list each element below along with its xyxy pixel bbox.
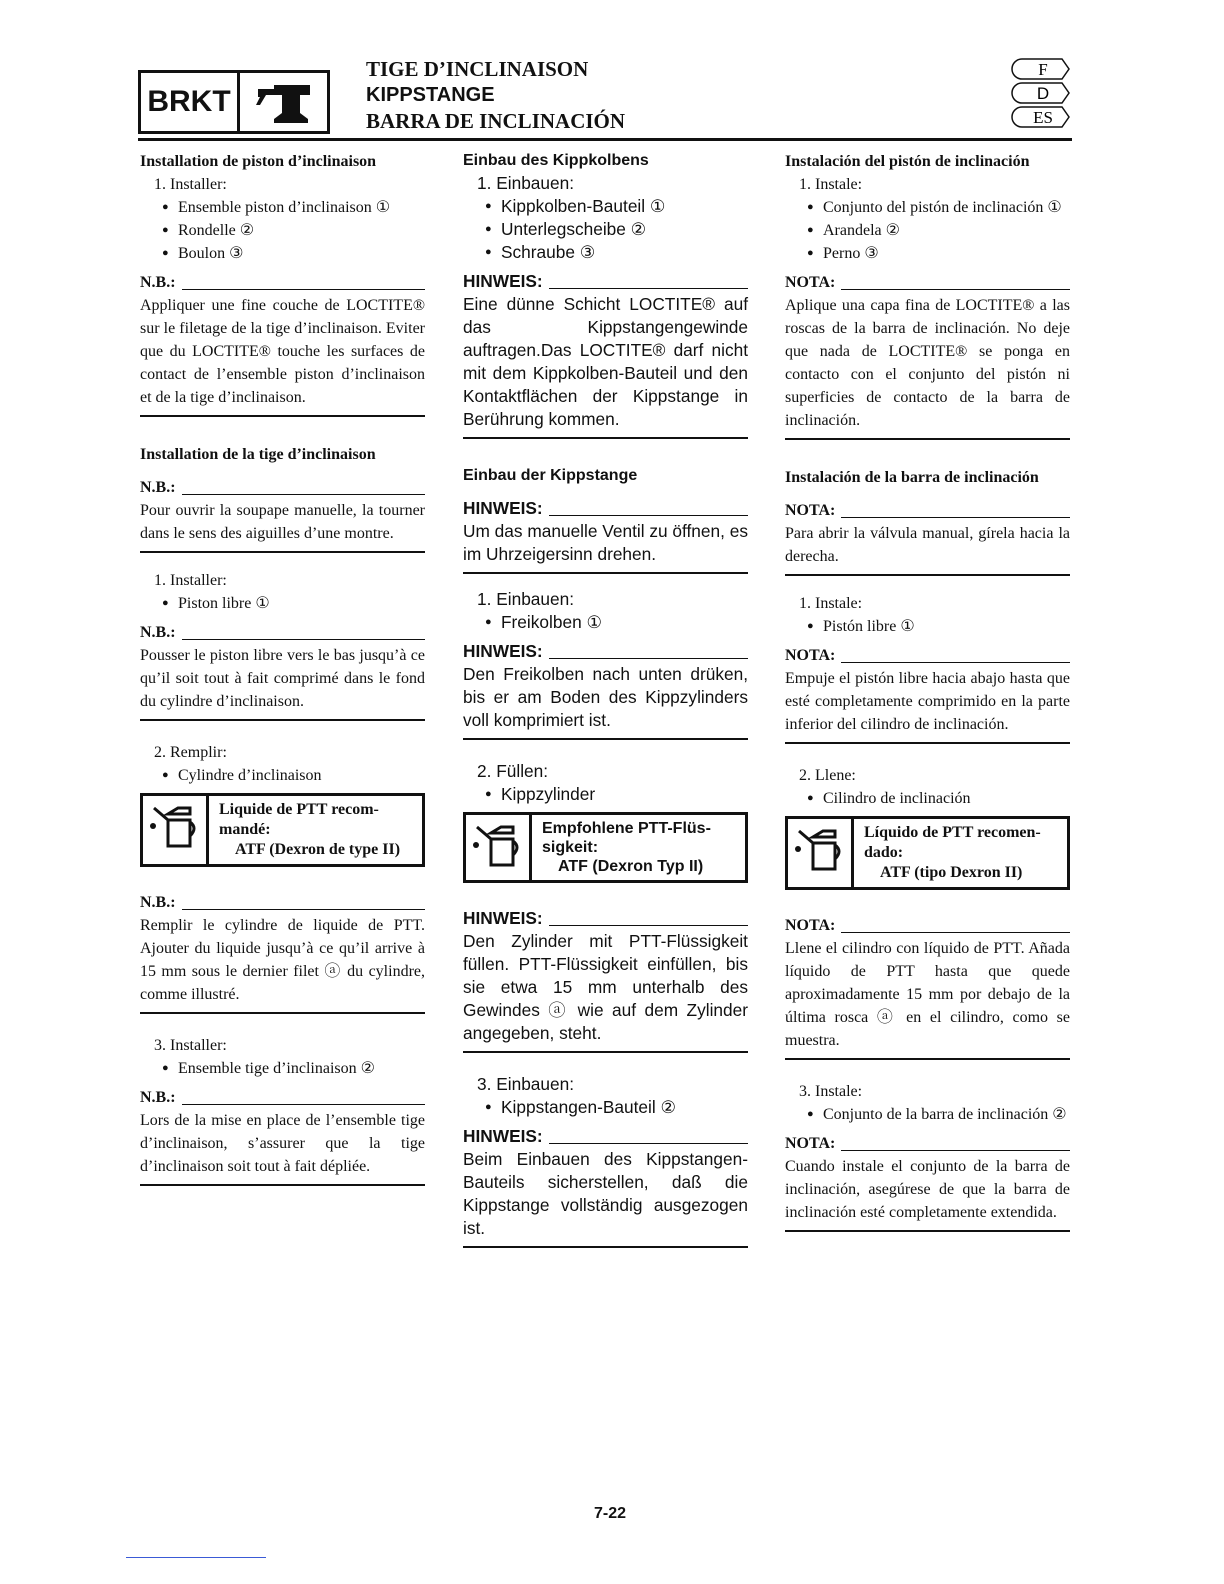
de-note-label: HINWEIS: — [463, 1125, 748, 1148]
lang-tag-f — [1010, 58, 1070, 80]
es-box-line2: dado: — [864, 844, 904, 861]
page-number: 7-22 — [593, 1505, 627, 1522]
scan-artifact-line — [126, 1557, 266, 1558]
list-item: ● Boulon ③ — [140, 242, 425, 265]
column-french — [140, 150, 425, 1186]
list-item: ● Perno ③ — [785, 242, 1070, 265]
de-note-extend: Beim Einbauen des Kippstangen-Bauteils sicherstellen, daß die Kippstange vollständig ausgezogen ist. — [463, 1149, 748, 1238]
es-note-label: NOTA: — [785, 1132, 1070, 1155]
list-item: ● Conjunto del pistón de inclinación ① — [785, 196, 1070, 219]
fr-heading-piston: Installation de piston d’inclinaison — [140, 153, 377, 170]
oil-can-icon — [466, 815, 532, 880]
lang-tag-es — [1010, 106, 1070, 128]
es-step-1: 1. Instale: — [799, 176, 863, 193]
fr-step-1: 1. Installer: — [154, 176, 227, 193]
es-note-label: NOTA: — [785, 914, 1070, 937]
title-es: BARRA DE INCLINACIÓN — [366, 109, 626, 133]
fr-note-label: N.B.: — [140, 271, 425, 294]
fr-fluid-box — [140, 793, 425, 867]
de-heading-rod: Einbau der Kippstange — [463, 467, 638, 484]
de-note-fill: Den Zylinder mit PTT-Flüssigkeit füllen. PTT-Flüssigkeit einfüllen, bis sie etwa 15 mm unterhalb des Gewindes ⓐ wie auf dem Zylinder angegeben, steht. — [463, 931, 748, 1043]
lang-tag-d — [1010, 82, 1070, 104]
es-note-free-piston: Empuje el pistón libre hacia abajo hasta que esté completamente comprimido en la parte inferior del cilindro de inclinación. — [785, 670, 1070, 733]
list-item: ● Conjunto de la barra de inclinación ② — [785, 1103, 1070, 1126]
bracket-icon — [240, 73, 327, 131]
es-note-valve: Para abrir la válvula manual, gírela hacia la derecha. — [785, 525, 1070, 565]
fr-heading-rod: Installation de la tige d’inclinaison — [140, 446, 376, 463]
badge-label: BRKT — [141, 73, 240, 131]
list-item: ● Kippstangen-Bauteil ② — [463, 1096, 748, 1119]
de-step-3: 3. Einbauen: — [477, 1074, 575, 1094]
es-note-loctite: Aplique una capa fina de LOCTITE® a las roscas de la barra de inclinación. No deje que nada de LOCTITE® se ponga en contacto con el conjunto del pistón ni superficies de contacto de la barra de inclinación. — [785, 297, 1070, 429]
lang-tag-es-text: ES — [1033, 108, 1053, 127]
es-step-1b: 1. Instale: — [799, 595, 863, 612]
fr-step-1b: 1. Installer: — [154, 572, 227, 589]
fr-step-2: 2. Remplir: — [154, 744, 227, 761]
list-item: ● Ensemble tige d’inclinaison ② — [140, 1057, 425, 1080]
de-step-2: 2. Füllen: — [477, 761, 549, 781]
es-note-extend: Cuando instale el conjunto de la barra de inclinación, asegúrese de que la barra de inclinación esté completamente extendida. — [785, 1158, 1070, 1221]
oil-can-icon — [788, 819, 854, 887]
es-step-2: 2. Llene: — [799, 767, 856, 784]
list-item: ● Schraube ③ — [463, 241, 748, 264]
es-fluid-box — [785, 816, 1070, 890]
de-note-loctite: Eine dünne Schicht LOCTITE® auf das Kippstangengewinde auftragen.Das LOCTITE® darf nicht mit dem Kippkolben-Bauteil und den Kontaktflächen der Kippstange in Berührung kommen. — [463, 294, 748, 429]
list-item: ● Ensemble piston d’inclinaison ① — [140, 196, 425, 219]
oil-can-icon — [143, 796, 209, 864]
de-note-label: HINWEIS: — [463, 907, 748, 930]
de-fluid-box — [463, 812, 748, 883]
fr-note-label: N.B.: — [140, 621, 425, 644]
list-item: ● Rondelle ② — [140, 219, 425, 242]
list-item: ● Kippkolben-Bauteil ① — [463, 195, 748, 218]
de-box-line3: ATF (Dexron Typ II) — [558, 858, 704, 875]
de-box-line1: Empfohlene PTT-Flüs- — [542, 820, 711, 837]
fr-box-line2: mandé: — [219, 821, 271, 838]
column-spanish — [785, 150, 1070, 1232]
fr-note-fill: Remplir le cylindre de liquide de PTT. Ajouter du liquide jusqu’à ce qu’il arrive à 15 mm sous le dernier filet ⓐ du cylindre, comme illustré. — [140, 917, 425, 1003]
es-box-line1: Líquido de PTT recomen- — [864, 824, 1041, 841]
lang-tag-d-text: D — [1036, 84, 1050, 103]
list-item: ● Kippzylinder — [463, 783, 748, 806]
title-de: KIPPSTANGE — [366, 84, 495, 106]
list-item: ● Freikolben ① — [463, 611, 748, 634]
de-step-1: 1. Einbauen: — [477, 173, 575, 193]
fr-note-free-piston: Pousser le piston libre vers le bas jusqu’à ce qu’il soit tout à fait comprimé dans le fond du cylindre d’inclinaison. — [140, 647, 425, 710]
fr-step-3: 3. Installer: — [154, 1037, 227, 1054]
de-note-free-piston: Den Freikolben nach unten drüken, bis er am Boden des Kippzylinders voll komprimiert ist. — [463, 664, 748, 730]
lang-tag-f-text: F — [1038, 60, 1048, 79]
fr-box-line1: Liquide de PTT recom- — [219, 801, 379, 818]
fr-note-valve: Pour ouvrir la soupape manuelle, la tourner dans le sens des aiguilles d’une montre. — [140, 502, 425, 542]
list-item: ● Cilindro de inclinación — [785, 787, 1070, 810]
list-item: ● Pistón libre ① — [785, 615, 1070, 638]
divider — [140, 1184, 425, 1186]
fr-note-extend: Lors de la mise en place de l’ensemble tige d’inclinaison, s’assurer que la tige d’inclinaison soit tout à fait dépliée. — [140, 1112, 425, 1175]
de-heading-piston: Einbau des Kippkolbens — [463, 152, 649, 169]
fr-note-label: N.B.: — [140, 476, 425, 499]
de-note-label: HINWEIS: — [463, 497, 748, 520]
es-note-fill: Llene el cilindro con líquido de PTT. Añada líquido de PTT hasta que quede aproximadamente 15 mm por debajo de la última rosca ⓐ en el cilindro, como se muestra. — [785, 940, 1070, 1049]
es-box-line3: ATF (tipo Dexron II) — [880, 864, 1023, 881]
fr-note-loctite: Appliquer une fine couche de LOCTITE® sur le filetage de la tige d’inclinaison. Eviter que du LOCTITE® touche les surfaces de contact de l’ensemble piston d’inclinaison et de la tige d’inclinaison. — [140, 297, 425, 406]
de-step-1b: 1. Einbauen: — [477, 589, 575, 609]
fr-box-line3: ATF (Dexron de type II) — [235, 841, 401, 858]
list-item: ● Piston libre ① — [140, 592, 425, 615]
title-fr: TIGE D’INCLINAISON — [366, 57, 589, 81]
divider — [463, 1246, 748, 1248]
es-heading-piston: Instalación del pistón de inclinación — [785, 153, 1030, 170]
page-titles — [366, 56, 625, 134]
list-item: ● Arandela ② — [785, 219, 1070, 242]
fr-note-label: N.B.: — [140, 1086, 425, 1109]
es-step-3: 3. Instale: — [799, 1083, 863, 1100]
de-note-label: HINWEIS: — [463, 270, 748, 293]
section-badge — [138, 70, 330, 134]
es-note-label: NOTA: — [785, 271, 1070, 294]
column-german — [463, 150, 748, 1248]
list-item: ● Unterlegscheibe ② — [463, 218, 748, 241]
es-note-label: NOTA: — [785, 644, 1070, 667]
de-note-valve: Um das manuelle Ventil zu öffnen, es im Uhrzeigersinn drehen. — [463, 521, 748, 564]
divider — [785, 1230, 1070, 1232]
header-rule — [138, 138, 1072, 141]
de-note-label: HINWEIS: — [463, 640, 748, 663]
es-heading-rod: Instalación de la barra de inclinación — [785, 469, 1039, 486]
es-note-label: NOTA: — [785, 499, 1070, 522]
fr-note-label: N.B.: — [140, 891, 425, 914]
de-box-line2: sigkeit: — [542, 839, 599, 856]
list-item: ● Cylindre d’inclinaison — [140, 764, 425, 787]
